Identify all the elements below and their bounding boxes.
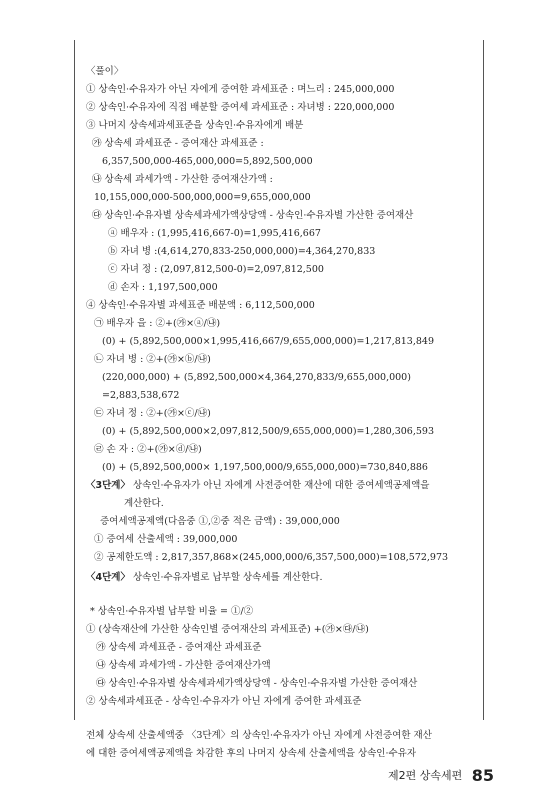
step3-text: 상속인·수유자가 아닌 자에게 사전증여한 재산에 대한 증여세액공제액을 <box>133 480 430 491</box>
text-line: ⓒ 자녀 정 : (2,097,812,500-0)=2,097,812,500 <box>108 264 324 275</box>
text-line: 에 대한 증여세액공제액을 차감한 후의 나머지 상속세 산출세액을 상속인·수유자 <box>86 748 417 759</box>
step4-heading <box>86 572 322 584</box>
step4-text: 상속인·수유자별로 납부할 상속세를 계산한다. <box>133 572 323 583</box>
page-footer <box>388 766 494 785</box>
text-line: ④ 상속인·수유자별 과세표준 배분액 : 6,112,500,000 <box>86 300 315 311</box>
text-line: 〈풀이〉 <box>86 66 124 77</box>
step3-heading <box>86 480 429 492</box>
text-line: =2,883,538,672 <box>102 390 180 401</box>
text-line: ① (상속재산에 가산한 상속인별 증여재산의 과세표준) +(㉮×㉰/㉯) <box>86 624 369 635</box>
text-line: ㉠ 배우자 을 : ②+(㉮×ⓐ/㉯) <box>94 318 221 329</box>
text-line: (0) + (5,892,500,000×2,097,812,500/9,655,000,000)=1,280,306,593 <box>102 426 434 437</box>
text-line: ② 공제한도액 : 2,817,357,868×(245,000,000/6,357,500,000)=108,572,973 <box>94 552 449 563</box>
text-line: 전체 상속세 산출세액중 〈3단계〉의 상속인·수유자가 아닌 자에게 사전증여한 재산 <box>86 730 432 741</box>
text-line: ㉰ 상속인·수유자별 상속세과세가액상당액 - 상속인·수유자별 가산한 증여재산 <box>92 210 414 221</box>
text-line: ① 증여세 산출세액 : 39,000,000 <box>94 534 238 545</box>
text-line: 6,357,500,000-465,000,000=5,892,500,000 <box>102 156 313 167</box>
text-line: ㉯ 상속세 과세가액 - 가산한 증여재산가액 : <box>92 174 273 185</box>
text-line: ⓑ 자녀 병 :(4,614,270,833-250,000,000)=4,364,270,833 <box>108 246 376 257</box>
step3-label: 〈3단계〉 <box>86 480 130 491</box>
text-line: ㉰ 상속인·수유자별 상속세과세가액상당액 - 상속인·수유자별 가산한 증여재산 <box>96 678 418 689</box>
text-line: ㉯ 상속세 과세가액 - 가산한 증여재산가액 <box>96 660 271 671</box>
text-line: ㉮ 상속세 과세표준 - 증여재산 과세표준 : <box>92 138 264 149</box>
text-line: (220,000,000) + (5,892,500,000×4,364,270,833/9,655,000,000) <box>102 372 411 383</box>
text-line: ㉮ 상속세 과세표준 - 증여재산 과세표준 <box>96 642 262 653</box>
text-line: 10,155,000,000-500,000,000=9,655,000,000 <box>94 192 311 203</box>
page-number: 85 <box>471 766 495 785</box>
text-line: (0) + (5,892,500,000×1,995,416,667/9,655,000,000)=1,217,813,849 <box>102 336 434 347</box>
chapter-title: 제2편 상속세편 <box>388 769 463 782</box>
text-line: ㉣ 손 자 : ②+(㉮×ⓓ/㉯) <box>94 444 202 455</box>
text-line: ② 상속인·수유자에 직접 배분할 증여세 과세표준 : 자녀병 : 220,000,000 <box>86 102 395 113</box>
text-line: 계산한다. <box>124 498 164 509</box>
text-line: ③ 나머지 상속세과세표준을 상속인·수유자에게 배분 <box>86 120 304 131</box>
text-line: ㉢ 자녀 정 : ②+(㉮×ⓒ/㉯) <box>94 408 211 419</box>
text-line: ㉡ 자녀 병 : ②+(㉮×ⓑ/㉯) <box>94 354 211 365</box>
text-line: ⓐ 배우자 : (1,995,416,667-0)=1,995,416,667 <box>108 228 321 239</box>
text-line: 증여세액공제액(다음중 ①,②중 적은 금액) : 39,000,000 <box>100 516 340 527</box>
text-line: ② 상속세과세표준 - 상속인·수유자가 아닌 자에게 증여한 과세표준 <box>86 696 362 707</box>
text-line: * 상속인·수유자별 납부할 비율 = ①/② <box>90 606 254 617</box>
text-line: ⓓ 손자 : 1,197,500,000 <box>108 282 218 293</box>
step4-label: 〈4단계〉 <box>86 572 130 583</box>
text-line: ① 상속인·수유자가 아닌 자에게 증여한 과세표준 : 며느리 : 245,000,000 <box>86 84 395 95</box>
text-line: (0) + (5,892,500,000× 1,197,500,000/9,655,000,000)=730,840,886 <box>102 462 428 473</box>
